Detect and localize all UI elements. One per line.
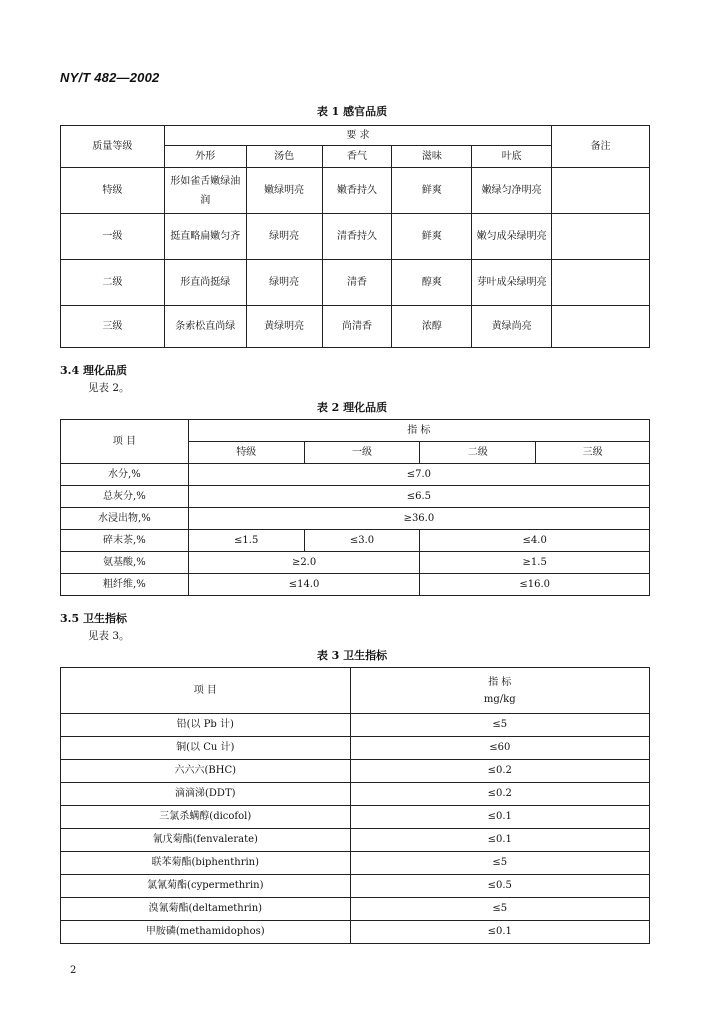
table2-grade-header: 三级 <box>536 442 650 464</box>
table-row <box>61 486 650 508</box>
item-cell: 溴氰菊酯(deltamethrin) <box>61 898 351 921</box>
item-cell: 铜(以 Cu 计) <box>61 737 351 760</box>
taste-cell: 浓醇 <box>392 306 472 348</box>
value-cell: ≤0.5 <box>350 875 649 898</box>
item-cell: 氯氰菊酯(cypermethrin) <box>61 875 351 898</box>
item-cell: 六六六(BHC) <box>61 760 351 783</box>
item-cell: 氨基酸,% <box>61 552 189 574</box>
remark-cell <box>552 306 650 348</box>
item-cell: 水浸出物,% <box>61 508 189 530</box>
value-cell: ≤16.0 <box>420 574 650 596</box>
item-cell: 三氯杀螨醇(dicofol) <box>61 806 351 829</box>
item-cell: 联苯菊酯(biphenthrin) <box>61 852 351 875</box>
taste-cell: 鲜爽 <box>392 214 472 260</box>
table1-header-requirements: 要 求 <box>164 126 551 146</box>
shape-cell: 形如雀舌嫩绿油润 <box>164 168 246 214</box>
value-cell: ≤4.0 <box>420 530 650 552</box>
table3-title: 表 3 卫生指标 <box>316 649 388 662</box>
table2-title: 表 2 理化品质 <box>316 401 388 414</box>
table-row <box>61 260 650 306</box>
value-cell: ≤6.5 <box>188 486 649 508</box>
table-row <box>61 530 650 552</box>
value-cell: ≤14.0 <box>188 574 420 596</box>
aroma-cell: 尚清香 <box>322 306 392 348</box>
value-cell: ≤0.1 <box>350 829 649 852</box>
table-row <box>61 806 650 829</box>
value-cell: ≤60 <box>350 737 649 760</box>
section-3-4-heading: 3.4 理化品质 <box>60 364 127 377</box>
value-cell: ≤5 <box>350 898 649 921</box>
item-cell: 甲胺磷(methamidophos) <box>61 921 351 944</box>
item-cell: 碎末茶,% <box>61 530 189 552</box>
table1-header-remarks: 备注 <box>552 126 650 168</box>
table1-subheader: 汤色 <box>246 146 322 168</box>
sensory-quality-table <box>60 125 650 348</box>
liquor-cell: 嫩绿明亮 <box>246 168 322 214</box>
table-row <box>61 306 650 348</box>
table-row <box>61 214 650 260</box>
value-cell: ≤5 <box>350 852 649 875</box>
liquor-cell: 绿明亮 <box>246 214 322 260</box>
table2-grade-header: 特级 <box>188 442 304 464</box>
standard-code: NY/T 482—2002 <box>60 70 160 85</box>
table1-subheader: 外形 <box>164 146 246 168</box>
value-cell: ≤7.0 <box>188 464 649 486</box>
table-row <box>61 464 650 486</box>
table-row <box>61 760 650 783</box>
section-3-5-body: 见表 3。 <box>88 630 130 642</box>
table2-grade-header: 一级 <box>304 442 420 464</box>
liquor-cell: 绿明亮 <box>246 260 322 306</box>
shape-cell: 形直尚挺绿 <box>164 260 246 306</box>
physicochemical-table <box>60 419 650 596</box>
grade-cell: 二级 <box>61 260 165 306</box>
table2-header-index: 指 标 <box>188 420 649 442</box>
table1-subheader: 滋味 <box>392 146 472 168</box>
table-row <box>61 714 650 737</box>
item-cell: 水分,% <box>61 464 189 486</box>
grade-cell: 一级 <box>61 214 165 260</box>
value-cell: ≤0.2 <box>350 760 649 783</box>
leaf-cell: 黄绿尚亮 <box>472 306 552 348</box>
aroma-cell: 嫩香持久 <box>322 168 392 214</box>
taste-cell: 醇爽 <box>392 260 472 306</box>
table-row <box>61 875 650 898</box>
item-cell: 粗纤维,% <box>61 574 189 596</box>
table3-header-index <box>350 668 649 714</box>
table1-subheader: 香气 <box>322 146 392 168</box>
grade-cell: 三级 <box>61 306 165 348</box>
table-row <box>61 898 650 921</box>
hygiene-index-table <box>60 667 650 944</box>
table3-unit-label: mg/kg <box>483 693 516 705</box>
aroma-cell: 清香 <box>322 260 392 306</box>
table3-index-label: 指 标 <box>488 676 512 688</box>
value-cell: ≥1.5 <box>420 552 650 574</box>
value-cell: ≤5 <box>350 714 649 737</box>
table1-header-grade: 质量等级 <box>61 126 165 168</box>
grade-cell: 特级 <box>61 168 165 214</box>
value-cell: ≤0.1 <box>350 806 649 829</box>
item-cell: 铅(以 Pb 计) <box>61 714 351 737</box>
shape-cell: 条索松直尚绿 <box>164 306 246 348</box>
section-3-4-body: 见表 2。 <box>88 382 130 394</box>
table2-header-item: 项 目 <box>61 420 189 464</box>
remark-cell <box>552 214 650 260</box>
page-number: 2 <box>70 965 77 976</box>
item-cell: 总灰分,% <box>61 486 189 508</box>
remark-cell <box>552 168 650 214</box>
item-cell: 滴滴涕(DDT) <box>61 783 351 806</box>
shape-cell: 挺直略扁嫩匀齐 <box>164 214 246 260</box>
table3-header-item: 项 目 <box>61 668 351 714</box>
table-row <box>61 829 650 852</box>
leaf-cell: 嫩匀成朵绿明亮 <box>472 214 552 260</box>
table-row <box>61 921 650 944</box>
table-row <box>61 552 650 574</box>
remark-cell <box>552 260 650 306</box>
table-row <box>61 508 650 530</box>
leaf-cell: 嫩绿匀净明亮 <box>472 168 552 214</box>
table-row <box>61 168 650 214</box>
taste-cell: 鲜爽 <box>392 168 472 214</box>
table-row <box>61 852 650 875</box>
aroma-cell: 清香持久 <box>322 214 392 260</box>
value-cell: ≤0.2 <box>350 783 649 806</box>
table2-grade-header: 二级 <box>420 442 536 464</box>
value-cell: ≤1.5 <box>188 530 304 552</box>
value-cell: ≥36.0 <box>188 508 649 530</box>
table1-subheader: 叶底 <box>472 146 552 168</box>
liquor-cell: 黄绿明亮 <box>246 306 322 348</box>
table-row <box>61 737 650 760</box>
value-cell: ≥2.0 <box>188 552 420 574</box>
value-cell: ≤0.1 <box>350 921 649 944</box>
value-cell: ≤3.0 <box>304 530 420 552</box>
table-row <box>61 783 650 806</box>
table1-title: 表 1 感官品质 <box>316 105 388 118</box>
item-cell: 氰戊菊酯(fenvalerate) <box>61 829 351 852</box>
table-row <box>61 574 650 596</box>
leaf-cell: 芽叶成朵绿明亮 <box>472 260 552 306</box>
section-3-5-heading: 3.5 卫生指标 <box>60 612 127 625</box>
